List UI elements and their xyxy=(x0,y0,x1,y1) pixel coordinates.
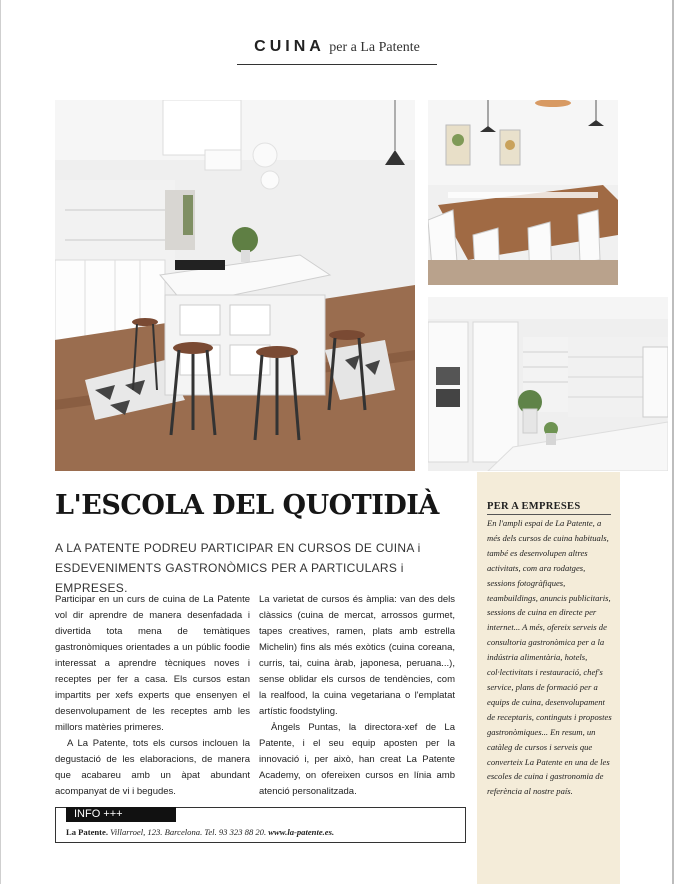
article-title: L'ESCOLA DEL QUOTIDIÀ xyxy=(55,490,439,521)
sidebar-text: En l'ampli espai de La Patente, a més dels cursos de cuina habituals, també es desenvolupen altres activitats, com ara rodatges, sessions fotogràfiques, teambuildings, anuncis publicitaris, sessions de cuina en directe per internet... A més, ofereix serveis de consultoria gastronòmica per a la indústria alimentària, hotels, col·lectivitats i restauració, chef's service, plans de formació per a equips de cuina, desenvolupament de receptaris, continguts i propostes gastronòmiques... En resum, un catàleg de cursos i serveis que converteix La Patente en una de les escoles de cuina i gastronomia de referència al nostre país. xyxy=(487,518,612,797)
page-edge xyxy=(0,0,1,884)
body-paragraph: Àngels Puntas, la directora-xef de La Patente, i el seu equip aposten per la innovació i, per això, han creat La Patente Academy, on ofereixen cursos en línia amb atenció personalitzada. xyxy=(259,722,455,797)
body-column-2 xyxy=(259,592,455,800)
kicker-rule xyxy=(237,64,437,65)
info-label: INFO +++ xyxy=(66,807,176,822)
info-web[interactable]: www.la-patente.es. xyxy=(268,827,335,837)
kitchen-wall-photo xyxy=(428,297,668,471)
section-kicker xyxy=(237,38,437,56)
sidebar-box xyxy=(477,472,620,884)
section-name: CUINA xyxy=(254,38,325,55)
section-suffix: per a La Patente xyxy=(329,40,420,55)
info-name: La Patente. xyxy=(66,827,109,837)
sidebar-rule xyxy=(487,514,611,515)
body-column-1 xyxy=(55,592,250,800)
info-line xyxy=(66,827,334,837)
article-deck: A LA PATENTE PODREU PARTICIPAR EN CURSOS DE CUINA i ESDEVENIMENTS GASTRONÒMICS PER A PARTICULARS i EMPRESES. xyxy=(55,541,421,595)
dining-table-photo xyxy=(428,100,618,285)
body-paragraph: Participar en un curs de cuina de La Patente vol dir aprendre de manera desenfadada i divertida tota mena de temàtiques gastronòmiques orientades a un públic foodie interessat a aprendre tècniques noves i receptes per fer a casa. Els cursos estan impartits per xefs experts que ensenyen el desenvolupament de les receptes amb les millors matèries primeres. xyxy=(55,594,250,733)
info-box xyxy=(55,807,466,843)
info-details: Villarroel, 123. Barcelona. Tel. 93 323 88 20. xyxy=(110,827,267,837)
body-paragraph: A La Patente, tots els cursos inclouen la degustació de les elaboracions, de manera que acabareu amb un àpat abundant acompanyat de vi i begudes. xyxy=(55,738,250,797)
body-paragraph: La varietat de cursos és àmplia: van des dels clàssics (cuina de mercat, arrossos gurmet, tapes creatives, ramen, plats amb estrella Michelin) fins als més exòtics (cuina coreana, curris, tai, cuina àrab, japonesa, peruana...), sense oblidar els cursos de tendències, com la realfood, la cuina vegetariana o l'emplatat artístic foodstyling. xyxy=(259,594,455,717)
sidebar-title: PER A EMPRESES xyxy=(487,501,581,512)
kitchen-island-photo xyxy=(55,100,415,471)
